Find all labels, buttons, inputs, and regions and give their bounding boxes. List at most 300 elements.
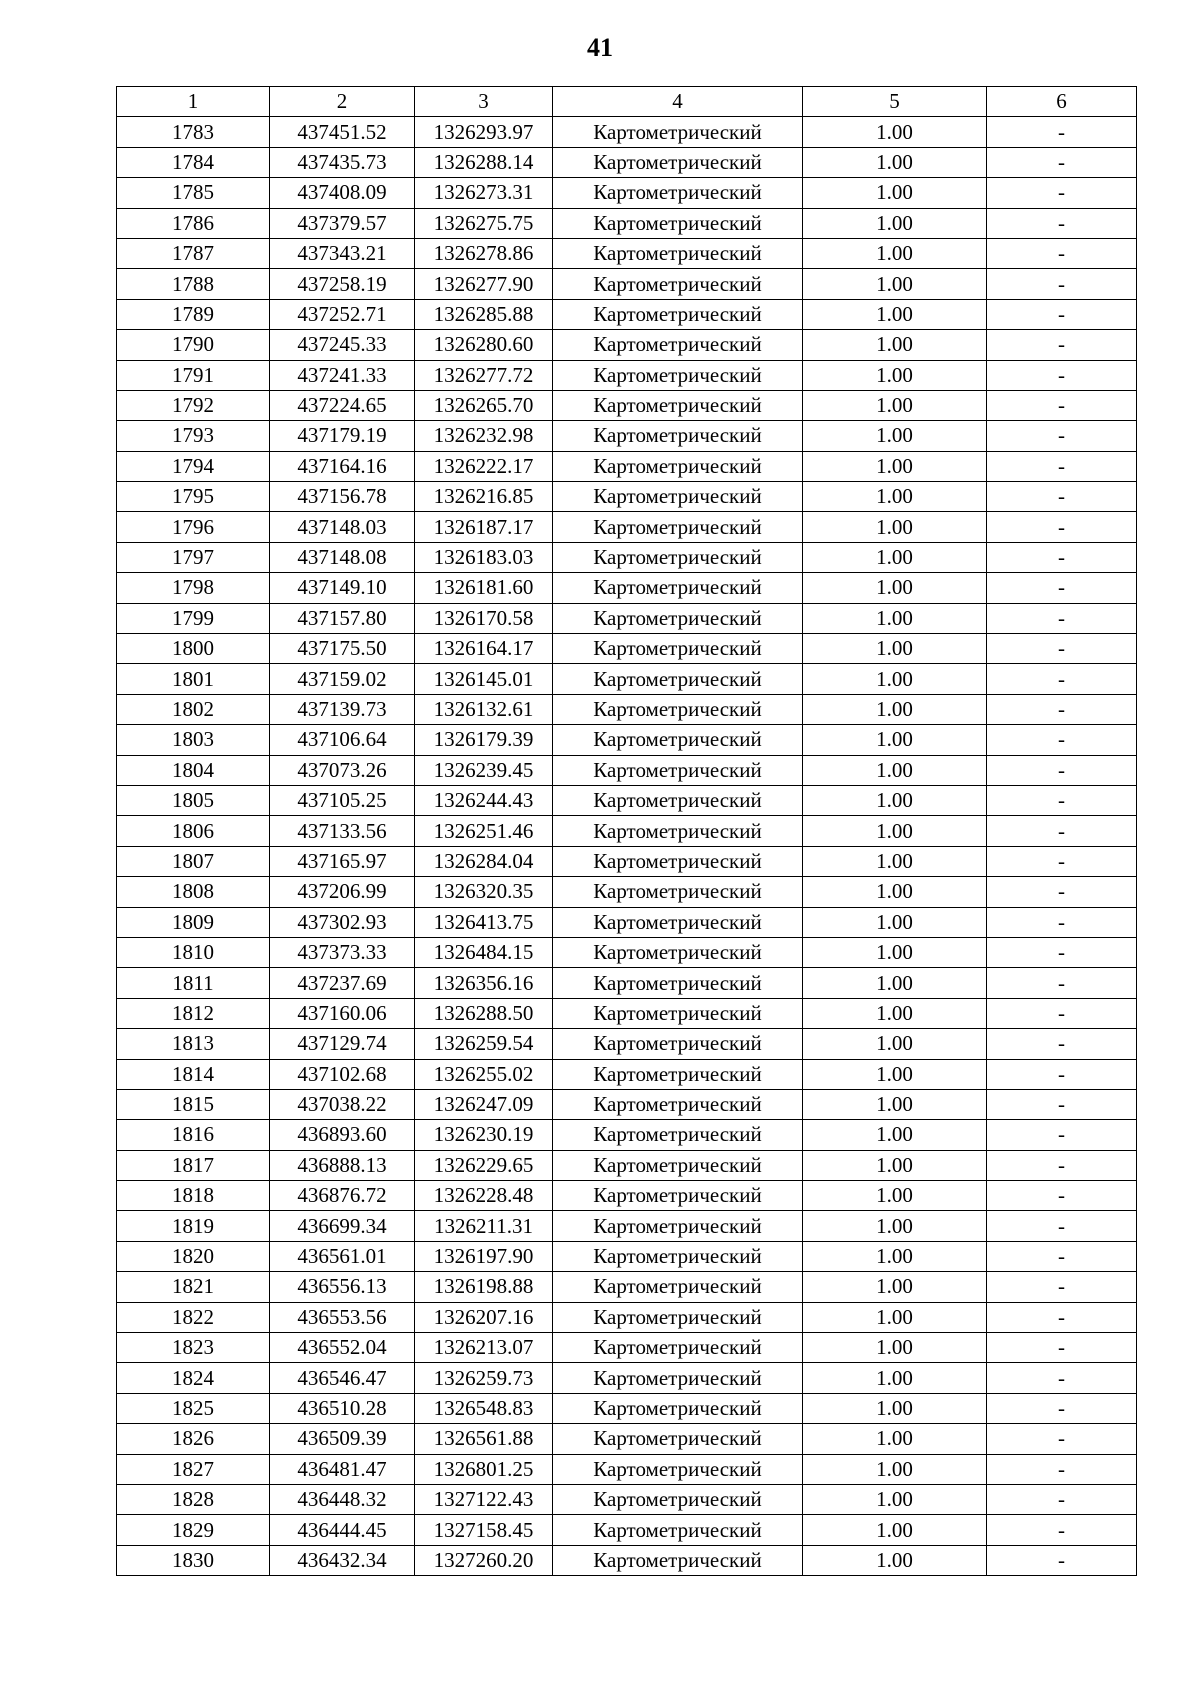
table-row: [117, 1302, 1137, 1332]
note-cell: -: [987, 117, 1137, 147]
x-coordinate-cell: 437164.16: [270, 451, 415, 481]
accuracy-cell: 1.00: [803, 1211, 987, 1241]
point-number-cell: 1786: [117, 208, 270, 238]
point-number-cell: 1803: [117, 725, 270, 755]
table-row: [117, 1454, 1137, 1484]
x-coordinate-cell: 437245.33: [270, 330, 415, 360]
y-coordinate-cell: 1327158.45: [415, 1515, 553, 1545]
method-cell: Картометрический: [553, 1211, 803, 1241]
note-cell: -: [987, 1333, 1137, 1363]
table-row: [117, 1211, 1137, 1241]
x-coordinate-cell: 437148.03: [270, 512, 415, 542]
method-cell: Картометрический: [553, 725, 803, 755]
x-coordinate-cell: 437241.33: [270, 360, 415, 390]
accuracy-cell: 1.00: [803, 907, 987, 937]
table-row: [117, 147, 1137, 177]
note-cell: -: [987, 1120, 1137, 1150]
accuracy-cell: 1.00: [803, 694, 987, 724]
method-cell: Картометрический: [553, 785, 803, 815]
method-cell: Картометрический: [553, 451, 803, 481]
note-cell: -: [987, 482, 1137, 512]
method-cell: Картометрический: [553, 603, 803, 633]
note-cell: -: [987, 1272, 1137, 1302]
note-cell: -: [987, 1302, 1137, 1332]
table-row: [117, 421, 1137, 451]
coordinates-table: [116, 86, 1137, 1576]
y-coordinate-cell: 1326284.04: [415, 846, 553, 876]
x-coordinate-cell: 437451.52: [270, 117, 415, 147]
y-coordinate-cell: 1326275.75: [415, 208, 553, 238]
table-row: [117, 542, 1137, 572]
x-coordinate-cell: 436893.60: [270, 1120, 415, 1150]
note-cell: -: [987, 785, 1137, 815]
y-coordinate-cell: 1326198.88: [415, 1272, 553, 1302]
method-cell: Картометрический: [553, 1545, 803, 1575]
x-coordinate-cell: 437073.26: [270, 755, 415, 785]
y-coordinate-cell: 1326181.60: [415, 573, 553, 603]
table-row: [117, 1393, 1137, 1423]
y-coordinate-cell: 1326259.73: [415, 1363, 553, 1393]
accuracy-cell: 1.00: [803, 360, 987, 390]
x-coordinate-cell: 436699.34: [270, 1211, 415, 1241]
x-coordinate-cell: 437408.09: [270, 178, 415, 208]
y-coordinate-cell: 1326277.72: [415, 360, 553, 390]
x-coordinate-cell: 436510.28: [270, 1393, 415, 1423]
y-coordinate-cell: 1326280.60: [415, 330, 553, 360]
y-coordinate-cell: 1326561.88: [415, 1424, 553, 1454]
point-number-cell: 1813: [117, 1029, 270, 1059]
method-cell: Картометрический: [553, 330, 803, 360]
accuracy-cell: 1.00: [803, 390, 987, 420]
point-number-cell: 1830: [117, 1545, 270, 1575]
x-coordinate-cell: 437133.56: [270, 816, 415, 846]
x-coordinate-cell: 437343.21: [270, 238, 415, 268]
y-coordinate-cell: 1326244.43: [415, 785, 553, 815]
point-number-cell: 1825: [117, 1393, 270, 1423]
accuracy-cell: 1.00: [803, 968, 987, 998]
note-cell: -: [987, 147, 1137, 177]
table-row: [117, 937, 1137, 967]
y-coordinate-cell: 1326273.31: [415, 178, 553, 208]
x-coordinate-cell: 437156.78: [270, 482, 415, 512]
x-coordinate-cell: 437165.97: [270, 846, 415, 876]
accuracy-cell: 1.00: [803, 1089, 987, 1119]
note-cell: -: [987, 1515, 1137, 1545]
note-cell: -: [987, 360, 1137, 390]
accuracy-cell: 1.00: [803, 1333, 987, 1363]
x-coordinate-cell: 437379.57: [270, 208, 415, 238]
method-cell: Картометрический: [553, 937, 803, 967]
point-number-cell: 1808: [117, 877, 270, 907]
method-cell: Картометрический: [553, 1150, 803, 1180]
accuracy-cell: 1.00: [803, 542, 987, 572]
table-row: [117, 360, 1137, 390]
table-row: [117, 573, 1137, 603]
point-number-cell: 1811: [117, 968, 270, 998]
y-coordinate-cell: 1326211.31: [415, 1211, 553, 1241]
method-cell: Картометрический: [553, 542, 803, 572]
note-cell: -: [987, 1181, 1137, 1211]
method-cell: Картометрический: [553, 1484, 803, 1514]
y-coordinate-cell: 1326801.25: [415, 1454, 553, 1484]
point-number-cell: 1783: [117, 117, 270, 147]
note-cell: -: [987, 1484, 1137, 1514]
note-cell: -: [987, 451, 1137, 481]
table-row: [117, 846, 1137, 876]
table-header-row: [117, 87, 1137, 117]
x-coordinate-cell: 436552.04: [270, 1333, 415, 1363]
accuracy-cell: 1.00: [803, 299, 987, 329]
table-row: [117, 968, 1137, 998]
point-number-cell: 1816: [117, 1120, 270, 1150]
y-coordinate-cell: 1326216.85: [415, 482, 553, 512]
x-coordinate-cell: 437252.71: [270, 299, 415, 329]
y-coordinate-cell: 1326187.17: [415, 512, 553, 542]
note-cell: -: [987, 998, 1137, 1028]
method-cell: Картометрический: [553, 634, 803, 664]
accuracy-cell: 1.00: [803, 785, 987, 815]
accuracy-cell: 1.00: [803, 1181, 987, 1211]
point-number-cell: 1821: [117, 1272, 270, 1302]
table-row: [117, 694, 1137, 724]
accuracy-cell: 1.00: [803, 1241, 987, 1271]
x-coordinate-cell: 437129.74: [270, 1029, 415, 1059]
y-coordinate-cell: 1326251.46: [415, 816, 553, 846]
method-cell: Картометрический: [553, 1181, 803, 1211]
point-number-cell: 1787: [117, 238, 270, 268]
table-row: [117, 1241, 1137, 1271]
method-cell: Картометрический: [553, 664, 803, 694]
y-coordinate-cell: 1326230.19: [415, 1120, 553, 1150]
method-cell: Картометрический: [553, 360, 803, 390]
y-coordinate-cell: 1326285.88: [415, 299, 553, 329]
y-coordinate-cell: 1326255.02: [415, 1059, 553, 1089]
table-row: [117, 634, 1137, 664]
accuracy-cell: 1.00: [803, 238, 987, 268]
table-row: [117, 877, 1137, 907]
y-coordinate-cell: 1326170.58: [415, 603, 553, 633]
method-cell: Картометрический: [553, 846, 803, 876]
y-coordinate-cell: 1326288.50: [415, 998, 553, 1028]
point-number-cell: 1828: [117, 1484, 270, 1514]
x-coordinate-cell: 436888.13: [270, 1150, 415, 1180]
method-cell: Картометрический: [553, 1241, 803, 1271]
x-coordinate-cell: 436432.34: [270, 1545, 415, 1575]
x-coordinate-cell: 436876.72: [270, 1181, 415, 1211]
point-number-cell: 1819: [117, 1211, 270, 1241]
accuracy-cell: 1.00: [803, 603, 987, 633]
method-cell: Картометрический: [553, 178, 803, 208]
x-coordinate-cell: 437159.02: [270, 664, 415, 694]
point-number-cell: 1827: [117, 1454, 270, 1484]
note-cell: -: [987, 269, 1137, 299]
point-number-cell: 1805: [117, 785, 270, 815]
accuracy-cell: 1.00: [803, 725, 987, 755]
point-number-cell: 1790: [117, 330, 270, 360]
x-coordinate-cell: 437106.64: [270, 725, 415, 755]
point-number-cell: 1815: [117, 1089, 270, 1119]
accuracy-cell: 1.00: [803, 147, 987, 177]
x-coordinate-cell: 437435.73: [270, 147, 415, 177]
point-number-cell: 1817: [117, 1150, 270, 1180]
y-coordinate-cell: 1326232.98: [415, 421, 553, 451]
note-cell: -: [987, 634, 1137, 664]
note-cell: -: [987, 937, 1137, 967]
method-cell: Картометрический: [553, 1059, 803, 1089]
note-cell: -: [987, 1424, 1137, 1454]
method-cell: Картометрический: [553, 1302, 803, 1332]
table-row: [117, 1515, 1137, 1545]
column-header: 5: [803, 87, 987, 117]
accuracy-cell: 1.00: [803, 1515, 987, 1545]
x-coordinate-cell: 437206.99: [270, 877, 415, 907]
table-row: [117, 512, 1137, 542]
method-cell: Картометрический: [553, 998, 803, 1028]
page-number: 41: [587, 33, 613, 62]
table-body: [117, 117, 1137, 1576]
method-cell: Картометрический: [553, 1454, 803, 1484]
column-header: 1: [117, 87, 270, 117]
accuracy-cell: 1.00: [803, 330, 987, 360]
x-coordinate-cell: 436448.32: [270, 1484, 415, 1514]
point-number-cell: 1822: [117, 1302, 270, 1332]
x-coordinate-cell: 437105.25: [270, 785, 415, 815]
accuracy-cell: 1.00: [803, 1029, 987, 1059]
accuracy-cell: 1.00: [803, 664, 987, 694]
x-coordinate-cell: 437258.19: [270, 269, 415, 299]
accuracy-cell: 1.00: [803, 1272, 987, 1302]
note-cell: -: [987, 1393, 1137, 1423]
point-number-cell: 1797: [117, 542, 270, 572]
method-cell: Картометрический: [553, 755, 803, 785]
point-number-cell: 1785: [117, 178, 270, 208]
y-coordinate-cell: 1326288.14: [415, 147, 553, 177]
point-number-cell: 1796: [117, 512, 270, 542]
table-row: [117, 998, 1137, 1028]
note-cell: -: [987, 1029, 1137, 1059]
point-number-cell: 1793: [117, 421, 270, 451]
table-row: [117, 117, 1137, 147]
accuracy-cell: 1.00: [803, 1545, 987, 1575]
y-coordinate-cell: 1326484.15: [415, 937, 553, 967]
table-row: [117, 664, 1137, 694]
accuracy-cell: 1.00: [803, 269, 987, 299]
accuracy-cell: 1.00: [803, 482, 987, 512]
accuracy-cell: 1.00: [803, 877, 987, 907]
accuracy-cell: 1.00: [803, 634, 987, 664]
point-number-cell: 1794: [117, 451, 270, 481]
method-cell: Картометрический: [553, 512, 803, 542]
method-cell: Картометрический: [553, 1515, 803, 1545]
y-coordinate-cell: 1326213.07: [415, 1333, 553, 1363]
table-row: [117, 390, 1137, 420]
point-number-cell: 1802: [117, 694, 270, 724]
y-coordinate-cell: 1326247.09: [415, 1089, 553, 1119]
y-coordinate-cell: 1326548.83: [415, 1393, 553, 1423]
column-header: 2: [270, 87, 415, 117]
accuracy-cell: 1.00: [803, 1059, 987, 1089]
note-cell: -: [987, 1454, 1137, 1484]
x-coordinate-cell: 437179.19: [270, 421, 415, 451]
point-number-cell: 1809: [117, 907, 270, 937]
table-row: [117, 1120, 1137, 1150]
method-cell: Картометрический: [553, 238, 803, 268]
y-coordinate-cell: 1326183.03: [415, 542, 553, 572]
accuracy-cell: 1.00: [803, 1363, 987, 1393]
x-coordinate-cell: 437149.10: [270, 573, 415, 603]
method-cell: Картометрический: [553, 1272, 803, 1302]
x-coordinate-cell: 437224.65: [270, 390, 415, 420]
point-number-cell: 1806: [117, 816, 270, 846]
y-coordinate-cell: 1326293.97: [415, 117, 553, 147]
column-header: 4: [553, 87, 803, 117]
y-coordinate-cell: 1327122.43: [415, 1484, 553, 1514]
note-cell: -: [987, 1059, 1137, 1089]
x-coordinate-cell: 436556.13: [270, 1272, 415, 1302]
accuracy-cell: 1.00: [803, 1120, 987, 1150]
table-row: [117, 907, 1137, 937]
table-row: [117, 451, 1137, 481]
x-coordinate-cell: 436553.56: [270, 1302, 415, 1332]
method-cell: Картометрический: [553, 208, 803, 238]
accuracy-cell: 1.00: [803, 846, 987, 876]
method-cell: Картометрический: [553, 907, 803, 937]
accuracy-cell: 1.00: [803, 937, 987, 967]
note-cell: -: [987, 330, 1137, 360]
table-row: [117, 1363, 1137, 1393]
accuracy-cell: 1.00: [803, 178, 987, 208]
note-cell: -: [987, 968, 1137, 998]
y-coordinate-cell: 1326207.16: [415, 1302, 553, 1332]
y-coordinate-cell: 1326145.01: [415, 664, 553, 694]
y-coordinate-cell: 1326164.17: [415, 634, 553, 664]
table-row: [117, 785, 1137, 815]
method-cell: Картометрический: [553, 299, 803, 329]
point-number-cell: 1791: [117, 360, 270, 390]
table-row: [117, 1059, 1137, 1089]
note-cell: -: [987, 1545, 1137, 1575]
y-coordinate-cell: 1326265.70: [415, 390, 553, 420]
accuracy-cell: 1.00: [803, 512, 987, 542]
accuracy-cell: 1.00: [803, 208, 987, 238]
x-coordinate-cell: 436481.47: [270, 1454, 415, 1484]
point-number-cell: 1818: [117, 1181, 270, 1211]
y-coordinate-cell: 1326228.48: [415, 1181, 553, 1211]
accuracy-cell: 1.00: [803, 573, 987, 603]
table-row: [117, 755, 1137, 785]
note-cell: -: [987, 907, 1137, 937]
note-cell: -: [987, 1150, 1137, 1180]
point-number-cell: 1823: [117, 1333, 270, 1363]
x-coordinate-cell: 436561.01: [270, 1241, 415, 1271]
method-cell: Картометрический: [553, 1363, 803, 1393]
x-coordinate-cell: 437157.80: [270, 603, 415, 633]
note-cell: -: [987, 664, 1137, 694]
method-cell: Картометрический: [553, 117, 803, 147]
table-row: [117, 603, 1137, 633]
point-number-cell: 1824: [117, 1363, 270, 1393]
table-row: [117, 816, 1137, 846]
table-row: [117, 1484, 1137, 1514]
note-cell: -: [987, 603, 1137, 633]
point-number-cell: 1800: [117, 634, 270, 664]
column-header: 6: [987, 87, 1137, 117]
x-coordinate-cell: 437102.68: [270, 1059, 415, 1089]
note-cell: -: [987, 1211, 1137, 1241]
note-cell: -: [987, 755, 1137, 785]
y-coordinate-cell: 1326320.35: [415, 877, 553, 907]
y-coordinate-cell: 1326179.39: [415, 725, 553, 755]
method-cell: Картометрический: [553, 968, 803, 998]
table-row: [117, 208, 1137, 238]
accuracy-cell: 1.00: [803, 451, 987, 481]
x-coordinate-cell: 437139.73: [270, 694, 415, 724]
method-cell: Картометрический: [553, 573, 803, 603]
method-cell: Картометрический: [553, 1333, 803, 1363]
y-coordinate-cell: 1326277.90: [415, 269, 553, 299]
note-cell: -: [987, 421, 1137, 451]
method-cell: Картометрический: [553, 1120, 803, 1150]
x-coordinate-cell: 436444.45: [270, 1515, 415, 1545]
point-number-cell: 1807: [117, 846, 270, 876]
accuracy-cell: 1.00: [803, 1150, 987, 1180]
y-coordinate-cell: 1326197.90: [415, 1241, 553, 1271]
method-cell: Картометрический: [553, 390, 803, 420]
accuracy-cell: 1.00: [803, 421, 987, 451]
point-number-cell: 1826: [117, 1424, 270, 1454]
point-number-cell: 1810: [117, 937, 270, 967]
accuracy-cell: 1.00: [803, 998, 987, 1028]
note-cell: -: [987, 816, 1137, 846]
point-number-cell: 1788: [117, 269, 270, 299]
accuracy-cell: 1.00: [803, 1302, 987, 1332]
accuracy-cell: 1.00: [803, 1393, 987, 1423]
table-row: [117, 1424, 1137, 1454]
note-cell: -: [987, 846, 1137, 876]
note-cell: -: [987, 542, 1137, 572]
note-cell: -: [987, 725, 1137, 755]
y-coordinate-cell: 1326229.65: [415, 1150, 553, 1180]
note-cell: -: [987, 573, 1137, 603]
table-row: [117, 238, 1137, 268]
accuracy-cell: 1.00: [803, 1484, 987, 1514]
x-coordinate-cell: 437373.33: [270, 937, 415, 967]
method-cell: Картометрический: [553, 1393, 803, 1423]
note-cell: -: [987, 694, 1137, 724]
y-coordinate-cell: 1326278.86: [415, 238, 553, 268]
method-cell: Картометрический: [553, 269, 803, 299]
table-row: [117, 1089, 1137, 1119]
point-number-cell: 1799: [117, 603, 270, 633]
point-number-cell: 1812: [117, 998, 270, 1028]
x-coordinate-cell: 436546.47: [270, 1363, 415, 1393]
x-coordinate-cell: 437148.08: [270, 542, 415, 572]
method-cell: Картометрический: [553, 816, 803, 846]
note-cell: -: [987, 512, 1137, 542]
method-cell: Картометрический: [553, 421, 803, 451]
y-coordinate-cell: 1326259.54: [415, 1029, 553, 1059]
accuracy-cell: 1.00: [803, 117, 987, 147]
note-cell: -: [987, 178, 1137, 208]
method-cell: Картометрический: [553, 1029, 803, 1059]
accuracy-cell: 1.00: [803, 1454, 987, 1484]
method-cell: Картометрический: [553, 482, 803, 512]
y-coordinate-cell: 1326132.61: [415, 694, 553, 724]
method-cell: Картометрический: [553, 147, 803, 177]
point-number-cell: 1829: [117, 1515, 270, 1545]
note-cell: -: [987, 390, 1137, 420]
point-number-cell: 1792: [117, 390, 270, 420]
